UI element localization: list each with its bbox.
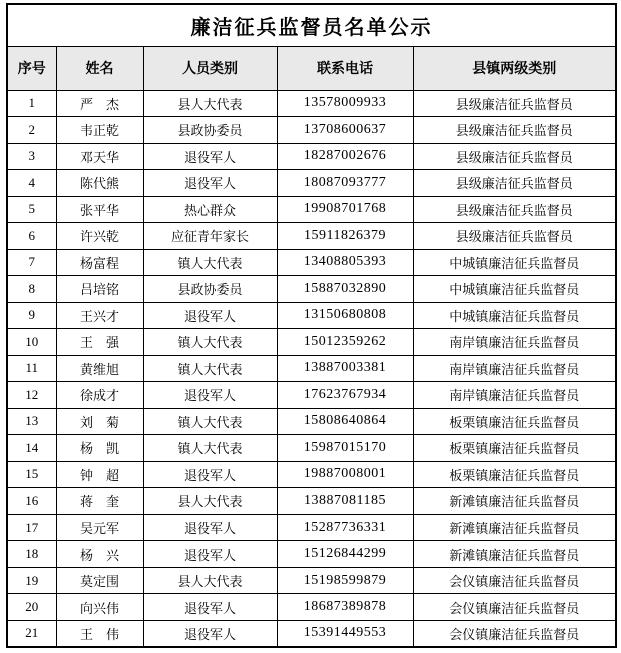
column-header-category: 人员类别 bbox=[143, 46, 277, 90]
category-cell: 镇人大代表 bbox=[143, 329, 277, 356]
row-number-cell: 21 bbox=[7, 620, 56, 647]
category-cell: 退役军人 bbox=[143, 461, 277, 488]
row-number-cell: 8 bbox=[7, 276, 56, 303]
level-category-cell: 南岸镇廉洁征兵监督员 bbox=[413, 355, 616, 382]
row-number-cell: 2 bbox=[7, 117, 56, 144]
phone-cell: 15391449553 bbox=[277, 620, 413, 647]
category-cell: 退役军人 bbox=[143, 541, 277, 568]
level-category-cell: 新滩镇廉洁征兵监督员 bbox=[413, 488, 616, 515]
table-row bbox=[7, 408, 616, 435]
table-row bbox=[7, 223, 616, 250]
row-number-cell: 3 bbox=[7, 143, 56, 170]
name-cell: 许兴乾 bbox=[56, 223, 143, 250]
phone-cell: 17623767934 bbox=[277, 382, 413, 409]
category-cell: 退役军人 bbox=[143, 170, 277, 197]
level-category-cell: 新滩镇廉洁征兵监督员 bbox=[413, 514, 616, 541]
category-cell: 退役军人 bbox=[143, 594, 277, 621]
row-number-cell: 1 bbox=[7, 90, 56, 117]
category-cell: 退役军人 bbox=[143, 382, 277, 409]
column-header-name: 姓名 bbox=[56, 46, 143, 90]
name-cell: 严 杰 bbox=[56, 90, 143, 117]
level-category-cell: 新滩镇廉洁征兵监督员 bbox=[413, 541, 616, 568]
level-category-cell: 南岸镇廉洁征兵监督员 bbox=[413, 329, 616, 356]
phone-cell: 13150680808 bbox=[277, 302, 413, 329]
category-cell: 县人大代表 bbox=[143, 567, 277, 594]
category-cell: 退役军人 bbox=[143, 302, 277, 329]
table-row bbox=[7, 488, 616, 515]
phone-cell: 13408805393 bbox=[277, 249, 413, 276]
level-category-cell: 中城镇廉洁征兵监督员 bbox=[413, 302, 616, 329]
row-number-cell: 6 bbox=[7, 223, 56, 250]
category-cell: 热心群众 bbox=[143, 196, 277, 223]
table-row bbox=[7, 249, 616, 276]
level-category-cell: 板栗镇廉洁征兵监督员 bbox=[413, 435, 616, 462]
phone-cell: 13708600637 bbox=[277, 117, 413, 144]
name-cell: 杨 凯 bbox=[56, 435, 143, 462]
table-row bbox=[7, 302, 616, 329]
phone-cell: 13578009933 bbox=[277, 90, 413, 117]
name-cell: 张平华 bbox=[56, 196, 143, 223]
table-row bbox=[7, 594, 616, 621]
category-cell: 应征青年家长 bbox=[143, 223, 277, 250]
phone-cell: 15126844299 bbox=[277, 541, 413, 568]
name-cell: 陈代熊 bbox=[56, 170, 143, 197]
row-number-cell: 11 bbox=[7, 355, 56, 382]
category-cell: 县政协委员 bbox=[143, 276, 277, 303]
phone-cell: 15887032890 bbox=[277, 276, 413, 303]
level-category-cell: 南岸镇廉洁征兵监督员 bbox=[413, 382, 616, 409]
category-cell: 县政协委员 bbox=[143, 117, 277, 144]
row-number-cell: 18 bbox=[7, 541, 56, 568]
row-number-cell: 13 bbox=[7, 408, 56, 435]
category-cell: 退役军人 bbox=[143, 514, 277, 541]
phone-cell: 13887081185 bbox=[277, 488, 413, 515]
table-header-row bbox=[7, 46, 616, 90]
name-cell: 邓天华 bbox=[56, 143, 143, 170]
table-row bbox=[7, 170, 616, 197]
row-number-cell: 10 bbox=[7, 329, 56, 356]
row-number-cell: 9 bbox=[7, 302, 56, 329]
page-title: 廉洁征兵监督员名单公示 bbox=[7, 4, 616, 46]
table-row bbox=[7, 567, 616, 594]
level-category-cell: 县级廉洁征兵监督员 bbox=[413, 196, 616, 223]
category-cell: 退役军人 bbox=[143, 143, 277, 170]
name-cell: 韦正乾 bbox=[56, 117, 143, 144]
phone-cell: 18087093777 bbox=[277, 170, 413, 197]
row-number-cell: 4 bbox=[7, 170, 56, 197]
row-number-cell: 20 bbox=[7, 594, 56, 621]
name-cell: 吴元军 bbox=[56, 514, 143, 541]
phone-cell: 15911826379 bbox=[277, 223, 413, 250]
column-header-level-category: 县镇两级类别 bbox=[413, 46, 616, 90]
row-number-cell: 16 bbox=[7, 488, 56, 515]
level-category-cell: 板栗镇廉洁征兵监督员 bbox=[413, 461, 616, 488]
level-category-cell: 县级廉洁征兵监督员 bbox=[413, 143, 616, 170]
table-row bbox=[7, 541, 616, 568]
table-row bbox=[7, 514, 616, 541]
table-row bbox=[7, 196, 616, 223]
level-category-cell: 会仪镇廉洁征兵监督员 bbox=[413, 567, 616, 594]
category-cell: 县人大代表 bbox=[143, 488, 277, 515]
column-header-index: 序号 bbox=[7, 46, 56, 90]
table-row bbox=[7, 117, 616, 144]
row-number-cell: 12 bbox=[7, 382, 56, 409]
name-cell: 徐成才 bbox=[56, 382, 143, 409]
category-cell: 镇人大代表 bbox=[143, 249, 277, 276]
table-row bbox=[7, 435, 616, 462]
column-header-phone: 联系电话 bbox=[277, 46, 413, 90]
table-row bbox=[7, 620, 616, 647]
supervisor-roster-table bbox=[6, 3, 617, 648]
table-row bbox=[7, 329, 616, 356]
row-number-cell: 15 bbox=[7, 461, 56, 488]
name-cell: 王 伟 bbox=[56, 620, 143, 647]
phone-cell: 13887003381 bbox=[277, 355, 413, 382]
table-row bbox=[7, 276, 616, 303]
level-category-cell: 中城镇廉洁征兵监督员 bbox=[413, 276, 616, 303]
title-row bbox=[7, 4, 616, 46]
level-category-cell: 板栗镇廉洁征兵监督员 bbox=[413, 408, 616, 435]
name-cell: 莫定围 bbox=[56, 567, 143, 594]
level-category-cell: 会仪镇廉洁征兵监督员 bbox=[413, 620, 616, 647]
name-cell: 黄维旭 bbox=[56, 355, 143, 382]
name-cell: 王兴才 bbox=[56, 302, 143, 329]
phone-cell: 15987015170 bbox=[277, 435, 413, 462]
phone-cell: 19908701768 bbox=[277, 196, 413, 223]
phone-cell: 15287736331 bbox=[277, 514, 413, 541]
level-category-cell: 县级廉洁征兵监督员 bbox=[413, 223, 616, 250]
category-cell: 县人大代表 bbox=[143, 90, 277, 117]
table-row bbox=[7, 355, 616, 382]
category-cell: 镇人大代表 bbox=[143, 435, 277, 462]
name-cell: 杨 兴 bbox=[56, 541, 143, 568]
name-cell: 蒋 奎 bbox=[56, 488, 143, 515]
name-cell: 钟 超 bbox=[56, 461, 143, 488]
name-cell: 杨富程 bbox=[56, 249, 143, 276]
level-category-cell: 县级廉洁征兵监督员 bbox=[413, 170, 616, 197]
phone-cell: 15198599879 bbox=[277, 567, 413, 594]
level-category-cell: 县级廉洁征兵监督员 bbox=[413, 117, 616, 144]
name-cell: 王 强 bbox=[56, 329, 143, 356]
table-row bbox=[7, 461, 616, 488]
level-category-cell: 县级廉洁征兵监督员 bbox=[413, 90, 616, 117]
category-cell: 退役军人 bbox=[143, 620, 277, 647]
row-number-cell: 14 bbox=[7, 435, 56, 462]
level-category-cell: 会仪镇廉洁征兵监督员 bbox=[413, 594, 616, 621]
name-cell: 向兴伟 bbox=[56, 594, 143, 621]
level-category-cell: 中城镇廉洁征兵监督员 bbox=[413, 249, 616, 276]
row-number-cell: 19 bbox=[7, 567, 56, 594]
row-number-cell: 5 bbox=[7, 196, 56, 223]
phone-cell: 18687389878 bbox=[277, 594, 413, 621]
table-row bbox=[7, 382, 616, 409]
row-number-cell: 17 bbox=[7, 514, 56, 541]
table-body bbox=[7, 90, 616, 647]
name-cell: 吕培铭 bbox=[56, 276, 143, 303]
name-cell: 刘 菊 bbox=[56, 408, 143, 435]
phone-cell: 15808640864 bbox=[277, 408, 413, 435]
category-cell: 镇人大代表 bbox=[143, 408, 277, 435]
phone-cell: 19887008001 bbox=[277, 461, 413, 488]
table-row bbox=[7, 143, 616, 170]
table-row bbox=[7, 90, 616, 117]
phone-cell: 15012359262 bbox=[277, 329, 413, 356]
category-cell: 镇人大代表 bbox=[143, 355, 277, 382]
phone-cell: 18287002676 bbox=[277, 143, 413, 170]
row-number-cell: 7 bbox=[7, 249, 56, 276]
